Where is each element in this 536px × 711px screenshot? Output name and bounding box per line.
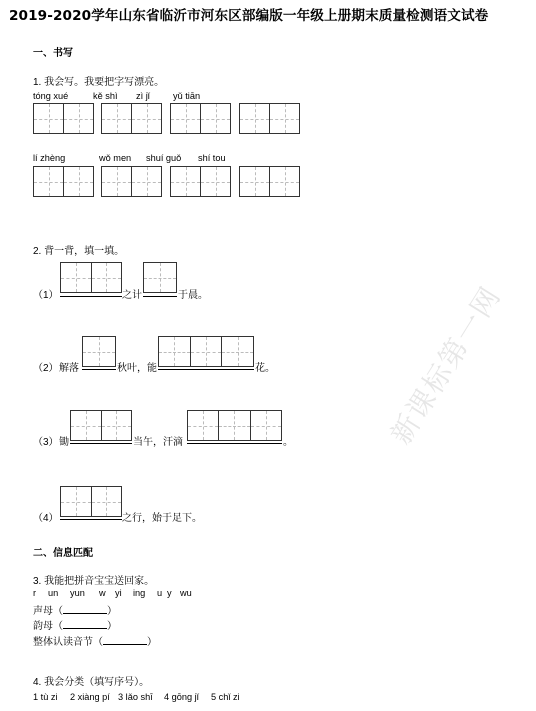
line-label: 韵母（: [33, 621, 63, 632]
line-number: （1）: [33, 290, 59, 301]
writing-grid[interactable]: [33, 166, 94, 197]
question-3-prompt: 3. 我能把拼音宝宝送回家。: [33, 576, 155, 587]
classify-item: 1 tù zi: [33, 692, 58, 702]
classify-item: 3 lǎo shī: [118, 692, 153, 702]
underline: [143, 296, 177, 297]
pinyin-item: wu: [180, 588, 192, 598]
fill-grid[interactable]: [187, 410, 282, 441]
pinyin-item: ing: [133, 588, 146, 598]
poem-text: 于晨。: [178, 290, 208, 301]
underline: [60, 519, 122, 520]
question-4-prompt: 4. 我会分类（填写序号）。: [33, 677, 150, 688]
pinyin-item: r: [33, 588, 37, 598]
writing-grid[interactable]: [239, 103, 300, 134]
writing-grid[interactable]: [239, 166, 300, 197]
underline: [158, 369, 254, 370]
line-number: （3）: [33, 437, 59, 448]
line-number: （2）: [33, 363, 59, 374]
fill-grid[interactable]: [70, 410, 132, 441]
poem-text: 之行，始于足下。: [122, 513, 202, 524]
writing-grid[interactable]: [101, 166, 162, 197]
underline: [187, 443, 282, 444]
poem-text: 。: [283, 437, 293, 448]
classify-item: 5 chǐ zi: [211, 692, 240, 702]
line-end: ）: [107, 606, 117, 617]
pinyin-label: shí tou: [198, 153, 226, 163]
line-label: 整体认读音节（: [33, 637, 103, 648]
fill-grid[interactable]: [143, 262, 177, 293]
pinyin-item: w: [99, 588, 106, 598]
section-heading-matching: 二、信息匹配: [33, 548, 93, 559]
answer-blank[interactable]: [63, 619, 107, 629]
poem-text: 当午，汗滴: [133, 437, 183, 448]
writing-grid[interactable]: [101, 103, 162, 134]
pinyin-item: y: [167, 588, 172, 598]
underline: [60, 296, 122, 297]
fill-grid[interactable]: [60, 262, 122, 293]
underline: [82, 369, 116, 370]
answer-blank[interactable]: [103, 635, 147, 645]
pinyin-item: un: [48, 588, 59, 598]
answer-line-initials: [33, 602, 117, 617]
classify-item: 2 xiàng pí: [70, 692, 110, 702]
line-end: ）: [147, 637, 157, 648]
pinyin-label: wǒ men: [99, 153, 132, 163]
poem-text: 之计: [122, 290, 142, 301]
classify-item: 4 gōng jǐ: [164, 692, 199, 702]
answer-line-whole-syllables: [33, 633, 157, 648]
pinyin-label: lí zhèng: [33, 153, 66, 163]
poem-text: 秋叶，能: [117, 363, 157, 374]
page-title: 2019-2020学年山东省临沂市河东区部编版一年级上册期末质量检测语文试卷: [9, 8, 489, 24]
fill-grid[interactable]: [60, 486, 122, 517]
writing-grid[interactable]: [170, 166, 231, 197]
pinyin-label: kě shì: [93, 91, 118, 101]
pinyin-item: yi: [115, 588, 122, 598]
line-number: （4）: [33, 513, 59, 524]
pinyin-label: zì jǐ: [136, 91, 150, 101]
line-label: 声母（: [33, 606, 63, 617]
pinyin-label: yǔ tiān: [173, 91, 201, 101]
pinyin-label: shuí guǒ: [146, 153, 182, 163]
answer-line-finals: [33, 617, 117, 632]
answer-blank[interactable]: [63, 604, 107, 614]
pinyin-item: yun: [70, 588, 85, 598]
pinyin-label: tóng xué: [33, 91, 69, 101]
fill-grid[interactable]: [82, 336, 116, 367]
fill-grid[interactable]: [158, 336, 254, 367]
watermark: 新课标第一网: [384, 279, 508, 451]
pinyin-item: u: [157, 588, 163, 598]
poem-text: 锄: [59, 437, 69, 448]
writing-grid[interactable]: [170, 103, 231, 134]
question-1-prompt: 1. 我会写。我要把字写漂亮。: [33, 77, 165, 88]
poem-text: 解落: [59, 363, 79, 374]
section-heading-writing: 一、书写: [33, 48, 73, 59]
underline: [70, 443, 132, 444]
question-2-prompt: 2. 背一背，填一填。: [33, 246, 125, 257]
poem-text: 花。: [255, 363, 275, 374]
writing-grid[interactable]: [33, 103, 94, 134]
line-end: ）: [107, 621, 117, 632]
